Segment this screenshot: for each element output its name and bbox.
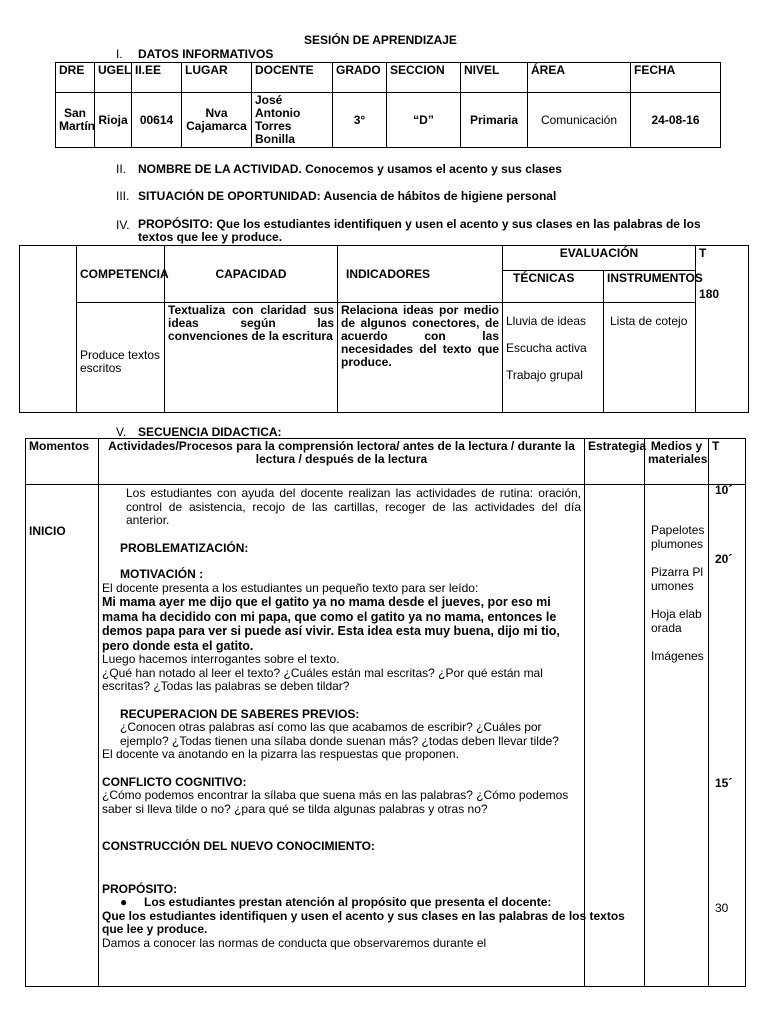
anotando-text: El docente va anotando en la pizarra las respuestas que proponen. (102, 747, 459, 761)
bullet-icon: ● (120, 895, 128, 909)
info-header-cell: II.EE (132, 63, 182, 93)
competencia-header: COMPETENCIA (77, 246, 165, 303)
motivacion-text: El docente presenta a los estudiantes un pequeño texto para ser leído: (102, 580, 479, 595)
sequence-table (25, 438, 746, 987)
competencia-value: Produce textos escritos (77, 303, 165, 413)
info-value-row (56, 93, 721, 148)
recuperacion-text: ¿Conocen otras palabras así como las que acabamos de escribir? ¿Cuáles por ejemplo? ¿Todas tienen una sílaba donde suenan más? ¿todas deben llevar tilde? (120, 720, 559, 748)
reading-text: Mi mama ayer me dijo que el gatito ya no mama desde el jueves, por eso mi mama ha decidido con mi papa, que como el gatito ya no mama, entonces le demos papa para ver si puede así vivir. Esta idea esta muy buena, dijo mi tio, pero donde esta el gatito. (102, 595, 560, 653)
recuperacion-heading: RECUPERACION DE SABERES PREVIOS: (120, 706, 360, 721)
info-header-row (56, 63, 721, 93)
construccion-heading: CONSTRUCCIÓN DEL NUEVO CONOCIMIENTO: (102, 839, 375, 853)
medios-cell (645, 485, 709, 987)
section-number: V. (116, 425, 127, 439)
medio-item: Papelotes plumones (651, 523, 705, 551)
tiempos-cell (709, 485, 746, 987)
conflicto-heading: CONFLICTO COGNITIVO: (102, 774, 247, 789)
info-header-cell: NIVEL (461, 63, 528, 93)
section-heading: DATOS INFORMATIVOS (138, 47, 274, 61)
momento-inicio: INICIO (26, 485, 99, 987)
interrogantes-text: Luego hacemos interrogantes sobre el texto. (102, 652, 340, 666)
info-value-cell: “D” (387, 93, 461, 148)
info-table (55, 62, 721, 148)
info-header-cell: DRE (56, 63, 95, 93)
info-value-cell: San Martín (56, 93, 95, 148)
info-value-cell: 00614 (132, 93, 182, 148)
medio-item: Pizarra Plumones (651, 565, 704, 593)
indicadores-header: INDICADORES (338, 246, 503, 303)
info-header-cell: UGEL (95, 63, 132, 93)
instrumentos-header: INSTRUMENTOS (604, 271, 696, 303)
proposito-heading: PROPÓSITO: (102, 881, 178, 896)
evaluation-table (19, 245, 749, 413)
info-value-cell: Comunicación (528, 93, 631, 148)
medio-item: Hoja elaborada (651, 607, 702, 635)
problematizacion-heading: PROBLEMATIZACIÓN: (120, 540, 249, 555)
info-header-cell: GRADO (333, 63, 387, 93)
medio-item: Imágenes (651, 649, 704, 663)
section-number: IV. (116, 218, 130, 232)
time-value: 180 (699, 287, 720, 301)
actividades-header: Actividades/Procesos para la comprensión lectora/ antes de la lectura / durante la lectura / después de la lectura (99, 439, 585, 485)
tecnica-item: Lluvia de ideas (506, 314, 587, 328)
info-header-cell: SECCION (387, 63, 461, 93)
motivacion-heading: MOTIVACIÓN : (120, 567, 204, 581)
normas-text: Damos a conocer las normas de conducta que observaremos durante el (102, 935, 487, 950)
medios-header: Medios y materiales (645, 439, 709, 485)
tecnicas-header: TÉCNICAS (503, 271, 604, 303)
conflicto-text: ¿Cómo podemos encontrar la sílaba que suena más en las palabras? ¿Cómo podemos saber si lleva tilde o no? ¿para qué se tilda algunas palabras y otras no? (102, 788, 569, 816)
tiempo-item: 10´ (715, 483, 733, 497)
capacidad-header: CAPACIDAD (165, 246, 338, 303)
section-heading: SITUACIÓN DE OPORTUNIDAD: Ausencia de hábitos de higiene personal (138, 189, 557, 203)
info-value-cell: Primaria (461, 93, 528, 148)
section-heading: PROPÓSITO: Que los estudiantes identifiquen y usen el acento y sus clases en las palabras de los textos que lee y produce. (138, 217, 701, 244)
info-header-cell: LUGAR (182, 63, 252, 93)
section-number: II. (116, 162, 127, 176)
section-heading: NOMBRE DE LA ACTIVIDAD. Conocemos y usamos el acento y sus clases (138, 162, 562, 176)
time-header: T (699, 246, 707, 260)
info-value-cell: 24-08-16 (631, 93, 721, 148)
section-number: III. (116, 189, 130, 203)
tecnica-item: Trabajo grupal (506, 368, 583, 382)
actividades-content (99, 485, 625, 987)
tecnica-item: Escucha activa (506, 341, 587, 355)
indicador-value: Relaciona ideas por medio de algunos conectores, de acuerdo con las necesidades del texto que produce. (338, 303, 503, 413)
bullet-item (102, 896, 581, 910)
instrumento-value: Lista de cotejo (604, 303, 696, 413)
evaluacion-header: EVALUACIÓN (503, 246, 696, 271)
blank-cell (20, 246, 77, 413)
section-heading: SECUENCIA DIDACTICA: (138, 425, 282, 439)
preguntas-text: ¿Qué han notado al leer el texto? ¿Cuáles están mal escritas? ¿Por qué están mal escritas? ¿Todas las palabras se deben tildar? (102, 665, 543, 693)
info-value-cell: Nva Cajamarca (182, 93, 252, 148)
info-value-cell: Rioja (95, 93, 132, 148)
info-header-cell: ÁREA (528, 63, 631, 93)
tiempo-item: 20´ (715, 552, 733, 566)
estrategia-header: Estrategia (585, 439, 645, 485)
page-title: SESIÓN DE APRENDIZAJE (304, 33, 457, 47)
section-number: I. (116, 47, 123, 61)
time-cell (696, 246, 749, 413)
info-value-cell: José Antonio Torres Bonilla (252, 93, 333, 148)
bullet-text: Los estudiantes prestan atención al propósito que presenta el docente: (144, 895, 552, 909)
rutina-text: Los estudiantes con ayuda del docente realizan las actividades de rutina: oración, control de asistencia, recojo de las cartillas, recoger de las actividades del día anterior. (126, 486, 581, 527)
momentos-header: Momentos (26, 439, 99, 485)
proposito-text: Que los estudiantes identifiquen y usen el acento y sus clases en las palabras de los textos que lee y produce. (102, 908, 625, 936)
capacidad-value: Textualiza con claridad sus ideas según las convenciones de la escritura (165, 303, 338, 413)
info-header-cell: DOCENTE (252, 63, 333, 93)
tecnicas-list (503, 303, 604, 413)
info-value-cell: 3° (333, 93, 387, 148)
tiempo-item: 30 (715, 901, 729, 915)
tiempo-item: 15´ (715, 776, 733, 790)
info-header-cell: FECHA (631, 63, 721, 93)
t-header: T (709, 439, 746, 485)
